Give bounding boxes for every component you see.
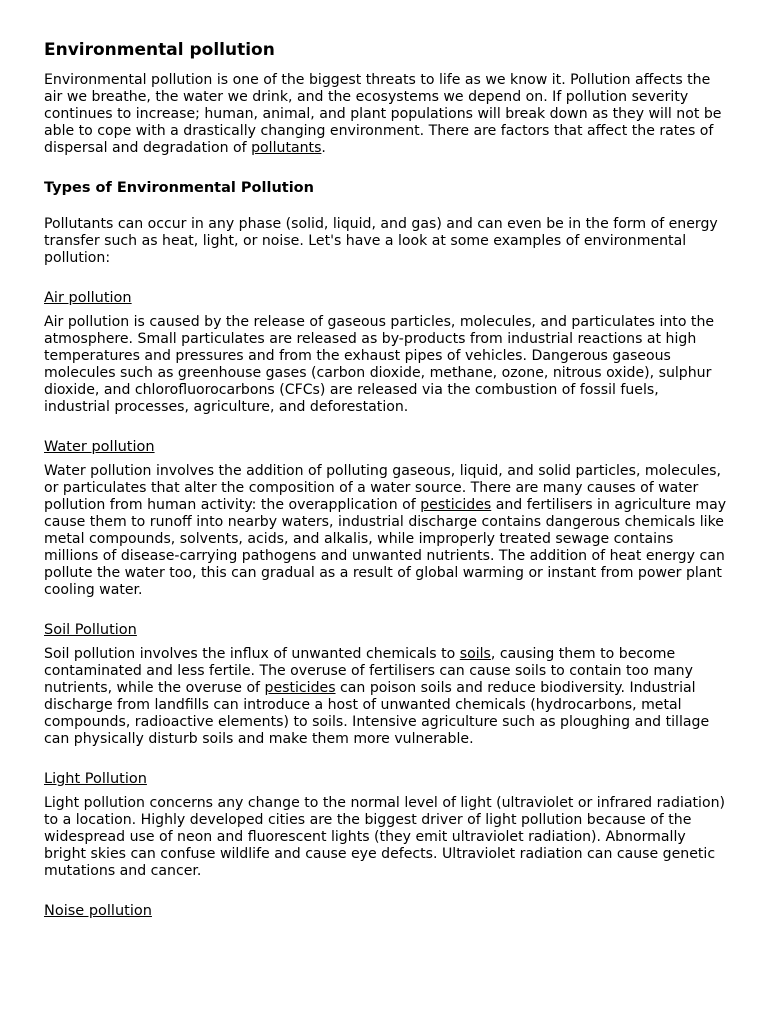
pesticides-link[interactable]: pesticides [264, 680, 336, 696]
pollutants-link[interactable]: pollutants [251, 140, 322, 156]
water-text-before: Water pollution involves the addition of polluting gaseous, liquid, and solid particles, molecules, or particulates that alter the composition of a water source. There are many causes of water pollution from human activity: the overapplication of [44, 463, 721, 513]
noise-pollution-heading: Noise pollution [44, 903, 152, 919]
types-paragraph: Pollutants can occur in any phase (solid, liquid, and gas) and can even be in the form of energy transfer such as heat, light, or noise. Let's have a look at some examples of environmental pollution: [44, 216, 718, 266]
air-pollution-section [44, 288, 728, 416]
water-pollution-heading: Water pollution [44, 439, 155, 455]
soil-pollution-paragraph [44, 646, 728, 748]
pesticides-link[interactable]: pesticides [420, 497, 492, 513]
soil-text-2: , causing them to become contaminated and less fertile. The overuse of fertilisers can cause soils to contain too many nutrients, while the overuse of [44, 646, 693, 696]
intro-paragraph [44, 72, 728, 157]
light-pollution-heading: Light Pollution [44, 771, 147, 787]
soil-text-3: can poison soils and reduce biodiversity. Industrial discharge from landfills can introduce a host of unwanted chemicals (hydrocarbons, metal compounds, radioactive elements) to soils. Intensive agriculture such as ploughing and tillage can physically disturb soils and make them more vulnerable. [44, 680, 710, 747]
air-pollution-paragraph: Air pollution is caused by the release of gaseous particles, molecules, and particulates into the atmosphere. Small particulates are released as by-products from industrial reactions at high temperatures and pressures and from the exhaust pipes of vehicles. Dangerous gaseous molecules such as greenhouse gases (carbon dioxide, methane, ozone, nitrous oxide), sulphur dioxide, and chlorofluorocarbons (CFCs) are released via the combustion of fossil fuels, industrial processes, agriculture, and deforestation. [44, 314, 715, 415]
water-pollution-section [44, 437, 728, 599]
water-text-after: and fertilisers in agriculture may cause them to runoff into nearby waters, industrial discharge contains dangerous chemicals like metal compounds, solvents, acids, and alkalis, while improperly treated sewage contains millions of disease-carrying pathogens and unwanted nutrients. The addition of heat energy can pollute the water too, this can gradual as a result of global warming or instant from power plant cooling water. [44, 497, 727, 598]
noise-pollution-section [44, 901, 728, 921]
intro-text: Environmental pollution is one of the biggest threats to life as we know it. Pollution affects the air we breathe, the water we drink, and the ecosystems we depend on. If pollution severity continues to increase; human, animal, and plant populations will break down as they will not be able to cope with a drastically changing environment. There are factors that affect the rates of dispersal and degradation of [44, 72, 722, 156]
types-heading: Types of Environmental Pollution [44, 180, 314, 196]
soil-pollution-section [44, 620, 728, 748]
light-pollution-section [44, 769, 728, 880]
page-title: Environmental pollution [44, 40, 275, 60]
soil-pollution-heading: Soil Pollution [44, 622, 137, 638]
soils-link[interactable]: soils [459, 646, 491, 662]
air-pollution-heading: Air pollution [44, 290, 132, 306]
soil-text-1: Soil pollution involves the influx of unwanted chemicals to [44, 646, 460, 662]
water-pollution-paragraph [44, 463, 728, 599]
intro-end: . [321, 140, 326, 156]
light-pollution-paragraph: Light pollution concerns any change to the normal level of light (ultraviolet or infrared radiation) to a location. Highly developed cities are the biggest driver of light pollution because of the widespread use of neon and fluorescent lights (they emit ultraviolet radiation). Abnormally bright skies can confuse wildlife and cause eye defects. Ultraviolet radiation can cause genetic mutations and cancer. [44, 795, 726, 879]
